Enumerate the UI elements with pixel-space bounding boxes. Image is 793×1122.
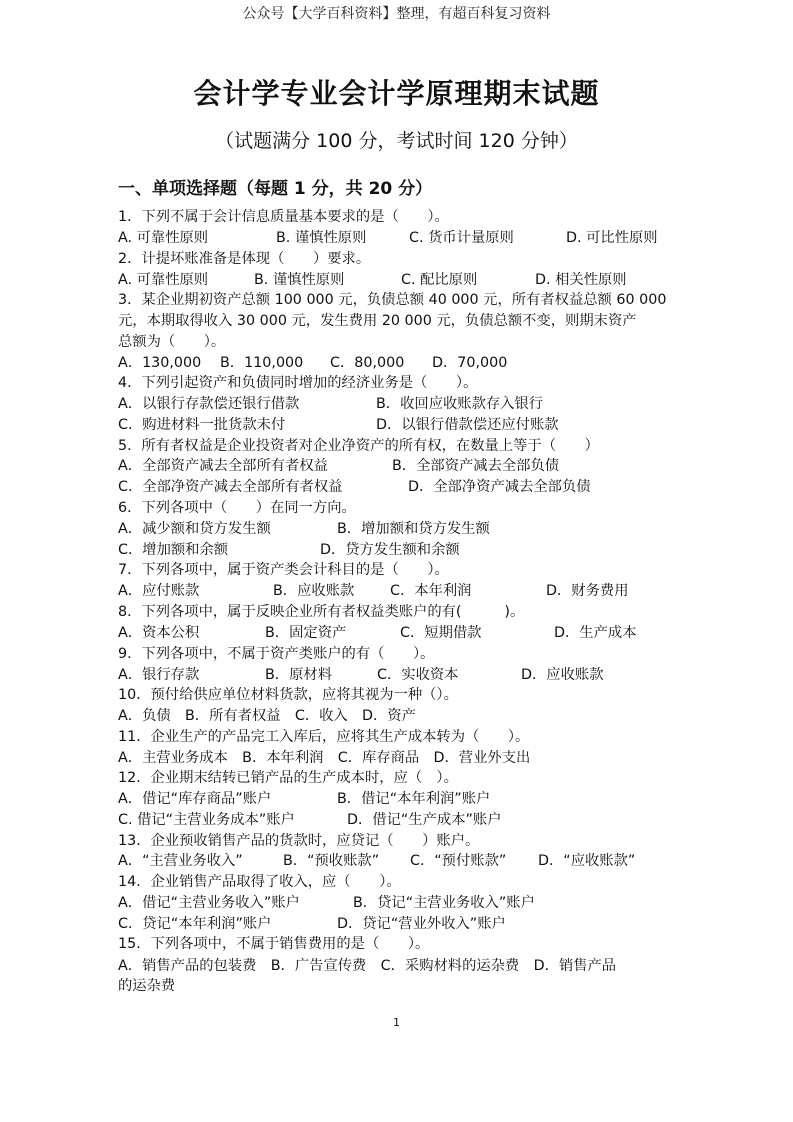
option: B．全部资产减去全部负债 bbox=[392, 458, 560, 474]
option: A．银行存款 bbox=[118, 667, 200, 683]
option: A．应付账款 bbox=[118, 583, 200, 599]
option: C．短期借款 bbox=[400, 625, 482, 641]
question-options bbox=[118, 540, 678, 561]
option: C．购进材料一批货款未付 bbox=[118, 417, 286, 433]
question-stem: 10．预付给供应单位材料货款，应将其视为一种（）。 bbox=[118, 687, 458, 703]
document-subtitle: （试题满分 100 分，考试时间 120 分钟） bbox=[215, 130, 578, 152]
question-stem: 15．下列各项中，不属于销售费用的是（ ）。 bbox=[118, 936, 430, 952]
option: B．应收账款 bbox=[273, 583, 355, 599]
question-options bbox=[118, 394, 678, 415]
option: B．“预收账款” bbox=[283, 853, 380, 869]
option: D．应收账款 bbox=[521, 667, 604, 683]
option: C．“预付账款” bbox=[410, 853, 507, 869]
question-options bbox=[118, 851, 678, 872]
question-options bbox=[118, 228, 678, 249]
option: A．全部资产减去全部所有者权益 bbox=[118, 458, 328, 474]
question-options bbox=[118, 914, 678, 935]
option: C. 借记“主营业务成本”账户 bbox=[118, 812, 295, 828]
option: B．固定资产 bbox=[265, 625, 347, 641]
question-stem: 8．下列各项中，属于反映企业所有者权益类账户的有( )。 bbox=[118, 604, 525, 620]
option: A. 可靠性原则 bbox=[118, 230, 209, 246]
option: B. 谨慎性原则 bbox=[254, 272, 345, 288]
question-options bbox=[118, 623, 678, 644]
question-stem: 6．下列各项中（ ）在同一方向。 bbox=[118, 500, 356, 516]
option: D．70,000 bbox=[432, 355, 508, 371]
option: C．贷记“本年利润”账户 bbox=[118, 916, 272, 932]
option: B．借记“本年利润”账户 bbox=[337, 791, 491, 807]
question-stem: 13．企业预收销售产品的货款时，应贷记（ ）账户。 bbox=[118, 833, 480, 849]
question-options bbox=[118, 415, 678, 436]
option: D. 可比性原则 bbox=[566, 230, 658, 246]
option: D．生产成本 bbox=[554, 625, 637, 641]
page-number: 1 bbox=[393, 1016, 400, 1029]
option: A．以银行存款偿还银行借款 bbox=[118, 396, 300, 412]
option: C．80,000 bbox=[330, 355, 405, 371]
option: C．增加额和余额 bbox=[118, 542, 229, 558]
document-title: 会计学专业会计学原理期末试题 bbox=[193, 77, 600, 110]
question-stem: 9．下列各项中，不属于资产类账户的有（ ）。 bbox=[118, 646, 435, 662]
question-options bbox=[118, 893, 678, 914]
section-heading: 一、单项选择题（每题 1 分，共 20 分） bbox=[118, 179, 433, 199]
question-options bbox=[118, 665, 678, 686]
option: C．全部净资产减去全部所有者权益 bbox=[118, 479, 343, 495]
option: D. 相关性原则 bbox=[535, 272, 627, 288]
option: B. 谨慎性原则 bbox=[276, 230, 367, 246]
question-stem: 2．计提坏账准备是体现（ ）要求。 bbox=[118, 251, 371, 267]
option: A．“主营业务收入” bbox=[118, 853, 243, 869]
question-stem: 11．企业生产的产品完工入库后，应将其生产成本转为（ ）。 bbox=[118, 729, 530, 745]
question-stem: 4．下列引起资产和负债同时增加的经济业务是（ ）。 bbox=[118, 375, 478, 391]
question-options bbox=[118, 353, 678, 374]
option: D．贷记“营业外收入”账户 bbox=[337, 916, 506, 932]
option: D．借记“生产成本”账户 bbox=[347, 812, 502, 828]
question-options bbox=[118, 581, 678, 602]
question-stem: 1．下列不属于会计信息质量基本要求的是（ ）。 bbox=[118, 209, 449, 225]
option: B．110,000 bbox=[220, 355, 304, 371]
question-stem: 总额为（ ）。 bbox=[118, 334, 226, 350]
option: B．收回应收账款存入银行 bbox=[376, 396, 544, 412]
question-options: A．主营业务成本 B．本年利润 C．库存商品 D．营业外支出 bbox=[118, 750, 531, 766]
option: A．资本公积 bbox=[118, 625, 200, 641]
option: B．原材料 bbox=[265, 667, 332, 683]
question-options: A．负债 B．所有者权益 C．收入 D．资产 bbox=[118, 708, 416, 724]
option: D．以银行借款偿还应付账款 bbox=[376, 417, 559, 433]
option: C．本年利润 bbox=[390, 583, 472, 599]
question-options bbox=[118, 477, 678, 498]
question-options: 的运杂费 bbox=[118, 978, 176, 994]
option: A．减少额和贷方发生额 bbox=[118, 521, 271, 537]
option: A．130,000 bbox=[118, 355, 202, 371]
question-stem: 14．企业销售产品取得了收入，应（ ）。 bbox=[118, 874, 401, 890]
question-stem: 7．下列各项中，属于资产类会计科目的是（ ）。 bbox=[118, 562, 449, 578]
question-options bbox=[118, 456, 678, 477]
option: C. 配比原则 bbox=[401, 272, 478, 288]
option: B．贷记“主营业务收入”账户 bbox=[353, 895, 535, 911]
option: C. 货币计量原则 bbox=[409, 230, 514, 246]
option: A．借记“库存商品”账户 bbox=[118, 791, 272, 807]
question-stem: 元，本期取得收入 30 000 元，发生费用 20 000 元，负债总额不变，则期末资产 bbox=[118, 313, 637, 329]
question-stem: 3．某企业期初资产总额 100 000 元，负债总额 40 000 元，所有者权益总额 60 000 bbox=[118, 292, 667, 308]
question-stem: 12．企业期末结转已销产品的生产成本时，应（ ）。 bbox=[118, 770, 458, 786]
page-header: 公众号【大学百科资料】整理，有超百科复习资料 bbox=[242, 6, 551, 22]
question-options bbox=[118, 810, 678, 831]
option: B．增加额和贷方发生额 bbox=[337, 521, 490, 537]
option: D．全部净资产减去全部负债 bbox=[408, 479, 591, 495]
option: D．贷方发生额和余额 bbox=[320, 542, 460, 558]
option: D．“应收账款” bbox=[538, 853, 636, 869]
question-options bbox=[118, 789, 678, 810]
question-options bbox=[118, 519, 678, 540]
question-options bbox=[118, 270, 678, 291]
question-options: A．销售产品的包装费 B．广告宣传费 C．采购材料的运杂费 D．销售产品 bbox=[118, 958, 617, 974]
option: C．实收资本 bbox=[377, 667, 459, 683]
option: A. 可靠性原则 bbox=[118, 272, 209, 288]
option: D．财务费用 bbox=[546, 583, 629, 599]
question-stem: 5．所有者权益是企业投资者对企业净资产的所有权，在数量上等于（ ） bbox=[118, 438, 599, 454]
option: A．借记“主营业务收入”账户 bbox=[118, 895, 300, 911]
